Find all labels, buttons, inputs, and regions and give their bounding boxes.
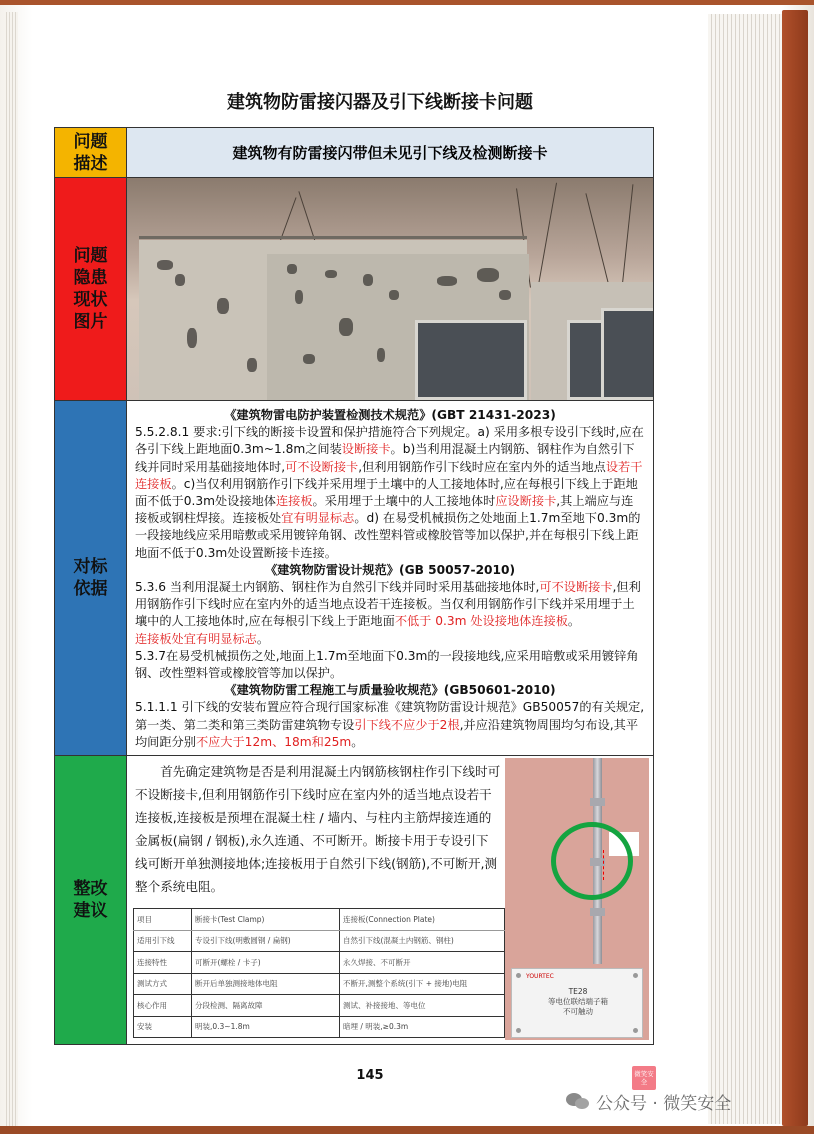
comparison-cell: 核心作用 — [134, 995, 192, 1017]
comparison-cell: 不断开,测整个系统(引下 + 接地)电阻 — [340, 973, 505, 995]
book-page-edges-left — [4, 12, 18, 1126]
document-title: 建筑物防雷接闪器及引下线断接卡问题 — [227, 92, 533, 113]
comparison-cell: 明装,0.3~1.8m — [192, 1016, 340, 1038]
terminal-box — [511, 968, 643, 1038]
book-cover-bottom — [0, 1126, 814, 1134]
issue-photo-cell — [127, 178, 654, 401]
comparison-cell: 永久焊接、不可断开 — [340, 952, 505, 974]
book-page-edges-right — [708, 14, 790, 1124]
comparison-cell: 专设引下线(明敷圆钢 / 扁钢) — [192, 930, 340, 952]
standards-basis — [127, 401, 654, 756]
rectify-text: 首先确定建筑物是否是利用混凝土内钢筋核钢柱作引下线时可不设断接卡,但利用钢筋作引下线时应在室内外的适当地点设若干连接板,连接板是预埋在混凝土柱 / 墙内、与柱内主筋焊接连通的金属板(扁钢 / 钢板),永久连通、不可断开。断接卡用于专设引下线可断开单独测接地体;连接板用于自然引下线(钢筋),不可断开,测整个系统电阻。 — [135, 764, 501, 895]
comparison-cell: 连接特性 — [134, 952, 192, 974]
comparison-cell: 安装 — [134, 1016, 192, 1038]
comparison-table — [133, 908, 505, 1038]
wechat-watermark — [566, 1086, 731, 1116]
label-rectify: 整改建议 — [55, 756, 127, 1045]
comparison-cell: 连接板(Connection Plate) — [340, 909, 505, 931]
comparison-row — [134, 952, 505, 974]
comparison-row — [134, 973, 505, 995]
comparison-row — [134, 909, 505, 931]
comparison-row — [134, 995, 505, 1017]
label-description: 问题描述 — [55, 128, 127, 178]
standard-3-body: 5.1.1.1 引下线的安装布置应符合现行国家标准《建筑物防雷设计规范》GB50057的有关规定,第一类、第二类和第三类防雷建筑物专设引下线不应少于2根,并应沿建筑物周围均匀布设,其平均间距分别不应大于12m、18m和25m。 — [135, 700, 645, 749]
highlight-circle — [551, 822, 633, 900]
standard-2-clause-537: 5.3.7在易受机械损伤之处,地面上1.7m至地面下0.3m的一段接地线,应采用暗敷或采用镀锌角钢、改性塑料管或橡胶管等加以保护。 — [135, 648, 639, 681]
label-photo: 问题隐患现状图片 — [55, 178, 127, 401]
standard-3-title: 《建筑物防雷工程施工与质量验收规范》(GB50601-2010) — [224, 683, 556, 698]
book-cover-spine — [782, 10, 808, 1126]
comparison-cell: 适用引下线 — [134, 930, 192, 952]
issue-description: 建筑物有防雷接闪带但未见引下线及检测断接卡 — [127, 128, 654, 178]
terminal-box-logo: YOURTEC — [526, 973, 554, 981]
issue-table — [54, 127, 654, 1045]
comparison-cell: 分段检测、隔离故障 — [192, 995, 340, 1017]
standard-1-body: 5.5.2.8.1 要求:引下线的断接卡设置和保护措施符合下列规定。a) 采用多根专设引下线时,应在各引下线上距地面0.3m~1.8m之间装设断接卡。b)当利用混凝土内钢筋、钢柱作为自然引下线并同时采用基础接地体时,可不设断接卡,但利用钢筋作引下线时应在室内外的适当地点设若干连接板。c)当仅利用钢筋作引下线并采用埋于土壤中的人工接地体时,应在每根引下线上于距地面不低于0.3m处设接地体连接板。采用埋于土壤中的人工接地体时应设断接卡,其上端应与连接板或钢柱焊接。连接板处宜有明显标志。d) 在易受机械损伤之处地面上1.7m至地下0.3m的一段接地线应采用暗敷或采用镀锌角钢、改性塑料管或橡胶管等加以保护,并在每根引下线上距地面不低于0.3m处设置断接卡连接。 — [135, 425, 644, 560]
page-number: 145 — [356, 1068, 384, 1083]
comparison-cell: 断接卡(Test Clamp) — [192, 909, 340, 931]
comparison-row — [134, 930, 505, 952]
comparison-cell: 项目 — [134, 909, 192, 931]
seal-stamp: 微笑安全 — [632, 1066, 656, 1090]
wechat-icon — [566, 1091, 590, 1111]
building-photo — [127, 178, 653, 400]
comparison-cell: 自然引下线(混凝土内钢筋、钢柱) — [340, 930, 505, 952]
comparison-cell: 测试方式 — [134, 973, 192, 995]
comparison-cell: 测试、补接接地、等电位 — [340, 995, 505, 1017]
comparison-cell: 断开后单独测接地体电阻 — [192, 973, 340, 995]
comparison-row — [134, 1016, 505, 1038]
comparison-cell: 暗埋 / 明装,≥0.3m — [340, 1016, 505, 1038]
book-cover-top — [0, 0, 814, 5]
downconductor-photo — [505, 758, 649, 1040]
rectify-cell — [127, 756, 654, 1045]
standard-1-title: 《建筑物雷电防护装置检测技术规范》(GBT 21431-2023) — [224, 408, 556, 422]
standard-2-body: 5.3.6 当利用混凝土内钢筋、钢柱作为自然引下线并同时采用基础接地体时,可不设断接卡,但利用钢筋作引下线时应在室内外的适当地点设若干连接板。当仅利用钢筋作引下线并采用埋于土壤中的人工接地体时,应在每根引下线上于距地面不低于 0.3m 处设接地体连接板。 连接板处宜有明显标志。 — [135, 580, 641, 646]
watermark-text: 公众号 · 微笑安全 — [596, 1093, 732, 1114]
label-basis: 对标依据 — [55, 401, 127, 756]
terminal-box-label: TE28 等电位联结端子箱 不可触动 — [548, 987, 608, 1017]
comparison-cell: 可断开(螺栓 / 卡子) — [192, 952, 340, 974]
standard-2-title: 《建筑物防雷设计规范》(GB 50057-2010) — [264, 562, 516, 577]
